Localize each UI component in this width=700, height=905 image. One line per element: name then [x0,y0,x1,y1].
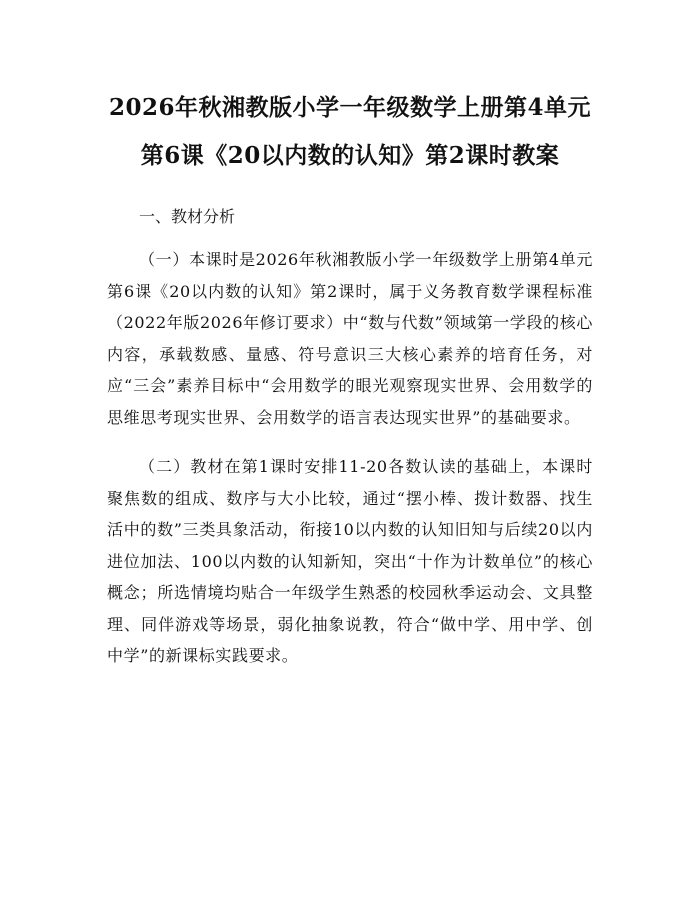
section-heading-textbook-analysis: 一、教材分析 [139,207,236,226]
document-title: 2026年秋湘教版小学一年级数学上册第4单元第6课《20以内数的认知》第2课时教案 [108,94,592,169]
paragraph-1: （一）本课时是2026年秋湘教版小学一年级数学上册第4单元第6课《20以内数的认知》第2课时，属于义务教育数学课程标准（2022年版2026年修订要求）中“数与代数”领域第一学段的核心内容，承载数感、量感、符号意识三大核心素养的培育任务，对应“三会”素养目标中“会用数学的眼光观察现实世界、会用数学的思维思考现实世界、会用数学的语言表达现实世界”的基础要求。 [107,250,593,427]
paragraph-2: （二）教材在第1课时安排11-20各数认读的基础上，本课时聚焦数的组成、数序与大小比较，通过“摆小棒、拨计数器、找生活中的数”三类具象活动，衔接10以内数的认知旧知与后续20以内进位加法、100以内数的认知新知，突出“十作为计数单位”的核心概念；所选情境均贴合一年级学生熟悉的校园秋季运动会、文具整理、同伴游戏等场景，弱化抽象说教，符合“做中学、用中学、创中学”的新课标实践要求。 [107,457,593,665]
